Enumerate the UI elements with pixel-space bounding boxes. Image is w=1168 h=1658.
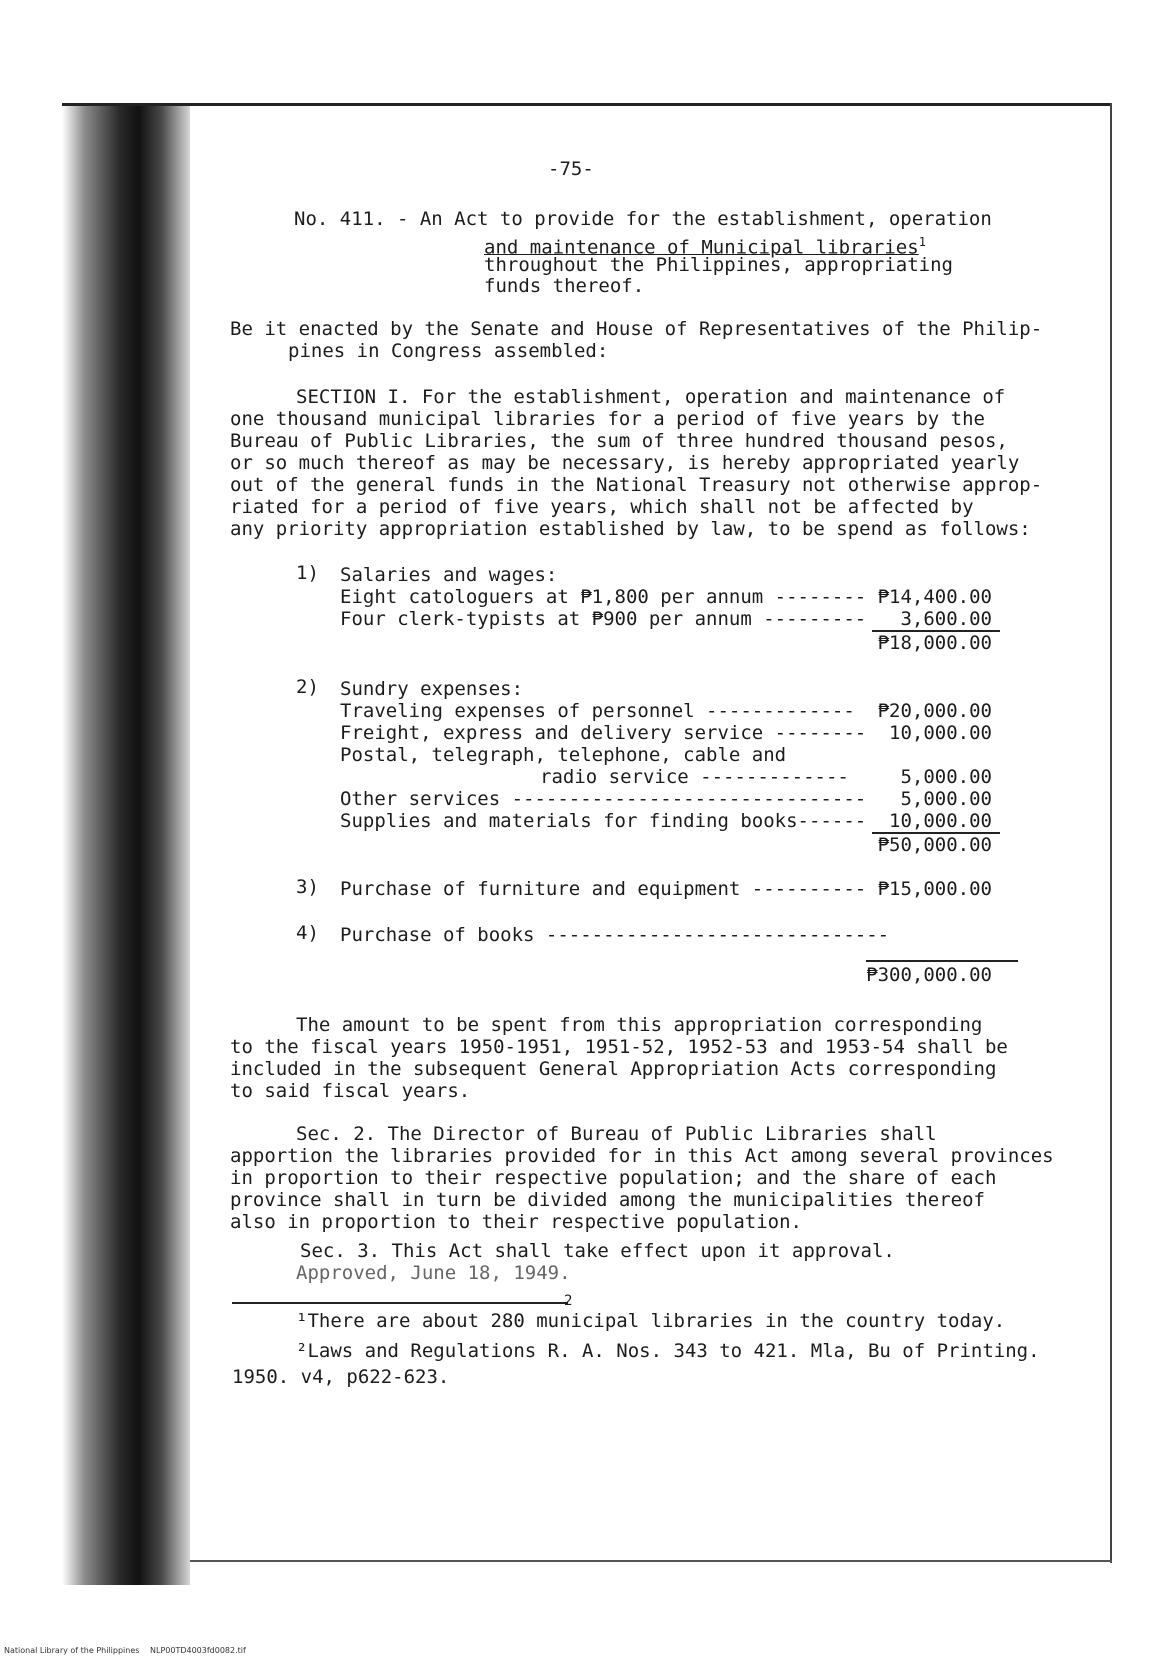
footer-library-name: National Library of the Philippines <box>4 1646 140 1655</box>
section1-line: SECTION I. For the establishment, operation and maintenance of <box>296 386 1006 408</box>
item1-row2-amount: 3,600.00 <box>900 608 992 630</box>
item2-number: 2) <box>296 676 319 698</box>
amount-paragraph-line: to the fiscal years 1950-1951, 1951-52, 1952-53 and 1953-54 shall be <box>230 1036 1008 1058</box>
section1-line: any priority appropriation established by law, to be spend as follows: <box>230 518 1031 540</box>
item2-row5-amount: 10,000.00 <box>889 810 992 832</box>
item1-subtotal: ₱18,000.00 <box>877 632 992 654</box>
act-title-line4: funds thereof. <box>484 275 645 297</box>
section2-line: Sec. 2. The Director of Bureau of Public Libraries shall <box>296 1123 937 1145</box>
item1-row1-label: Eight catologuers at ₱1,800 per annum -------- <box>340 586 867 608</box>
item1-row2-label: Four clerk-typists at ₱900 per annum --------- <box>340 608 867 630</box>
item1-number: 1) <box>296 562 319 584</box>
item2-row3-amount: 5,000.00 <box>900 766 992 788</box>
section3-line1: Sec. 3. This Act shall take effect upon it approval. <box>300 1240 895 1262</box>
item2-row3-label-b: radio service ------------- <box>540 766 849 788</box>
section3-approval: Approved, June 18, 1949. <box>296 1262 571 1284</box>
item2-subtotal: ₱50,000.00 <box>877 834 992 856</box>
section1-line: or so much thereof as may be necessary, is hereby appropriated yearly <box>230 452 1020 474</box>
amount-paragraph-line: The amount to be spent from this appropriation corresponding <box>296 1014 983 1036</box>
footer-file-name: NLP00TD4003fd0082.tif <box>150 1646 246 1655</box>
grand-total-rule <box>866 960 1018 962</box>
top-border-line <box>62 103 1112 106</box>
footnote-separator <box>232 1302 568 1304</box>
item3-number: 3) <box>296 876 319 898</box>
section2-line: also in proportion to their respective population. <box>230 1211 802 1233</box>
section2-line: in proportion to their respective population; and the share of each <box>230 1167 997 1189</box>
grand-total: ₱300,000.00 <box>866 964 992 986</box>
item3-label: Purchase of furniture and equipment ---------- <box>340 878 867 900</box>
footnote-1: ¹There are about 280 municipal libraries in the country today. <box>296 1310 1006 1332</box>
item4-label: Purchase of books ------------------------------ <box>340 924 890 946</box>
section2-line: province shall in turn be divided among the municipalities thereof <box>230 1189 985 1211</box>
footnote-ref-2: 2 <box>564 1293 573 1309</box>
section1-line: out of the general funds in the National Treasury not otherwise approp- <box>230 474 1043 496</box>
item2-row3-label-a: Postal, telegraph, telephone, cable and <box>340 744 787 766</box>
item2-row1-label: Traveling expenses of personnel ------------- <box>340 700 855 722</box>
act-title-line1: No. 411. - An Act to provide for the establishment, operation <box>294 208 992 230</box>
section2-line: apportion the libraries provided for in this Act among several provinces <box>230 1145 1054 1167</box>
item2-row4-amount: 5,000.00 <box>900 788 992 810</box>
item2-heading: Sundry expenses: <box>340 678 524 700</box>
page-number: -75- <box>548 158 594 180</box>
amount-paragraph-line: to said fiscal years. <box>230 1080 471 1102</box>
item2-row1-amount: ₱20,000.00 <box>877 700 992 722</box>
section1-line: Bureau of Public Libraries, the sum of three hundred thousand pesos, <box>230 430 1008 452</box>
section1-line: riated for a period of five years, which shall not be affected by <box>230 496 974 518</box>
footnote-2-continued: 1950. v4, p622-623. <box>232 1366 450 1388</box>
act-title-line3: throughout the Philippines, appropriating <box>484 254 953 276</box>
item2-row4-label: Other services ------------------------------- <box>340 788 867 810</box>
item2-row2-label: Freight, express and delivery service -------- <box>340 722 867 744</box>
enacting-clause-line1: Be it enacted by the Senate and House of Representatives of the Philip- <box>230 318 1043 340</box>
right-border-line <box>1110 103 1112 1563</box>
footnote-ref-1: 1 <box>918 235 926 249</box>
item4-number: 4) <box>296 922 319 944</box>
amount-paragraph-line: included in the subsequent General Appropriation Acts corresponding <box>230 1058 997 1080</box>
item1-heading: Salaries and wages: <box>340 564 558 586</box>
enacting-clause-line2: pines in Congress assembled: <box>288 340 609 362</box>
footnote-2: ²Laws and Regulations R. A. Nos. 343 to 421. Mla, Bu of Printing. <box>296 1340 1040 1362</box>
scanner-shadow-edge <box>62 105 190 1585</box>
item3-amount: ₱15,000.00 <box>877 878 992 900</box>
bottom-border-line <box>190 1560 1112 1562</box>
item1-row1-amount: ₱14,400.00 <box>877 586 992 608</box>
section1-line: one thousand municipal libraries for a period of five years by the <box>230 408 985 430</box>
item2-row5-label: Supplies and materials for finding books------ <box>340 810 867 832</box>
item2-row2-amount: 10,000.00 <box>889 722 992 744</box>
act-title-line2-text: and maintenance of Municipal libraries <box>484 236 919 259</box>
